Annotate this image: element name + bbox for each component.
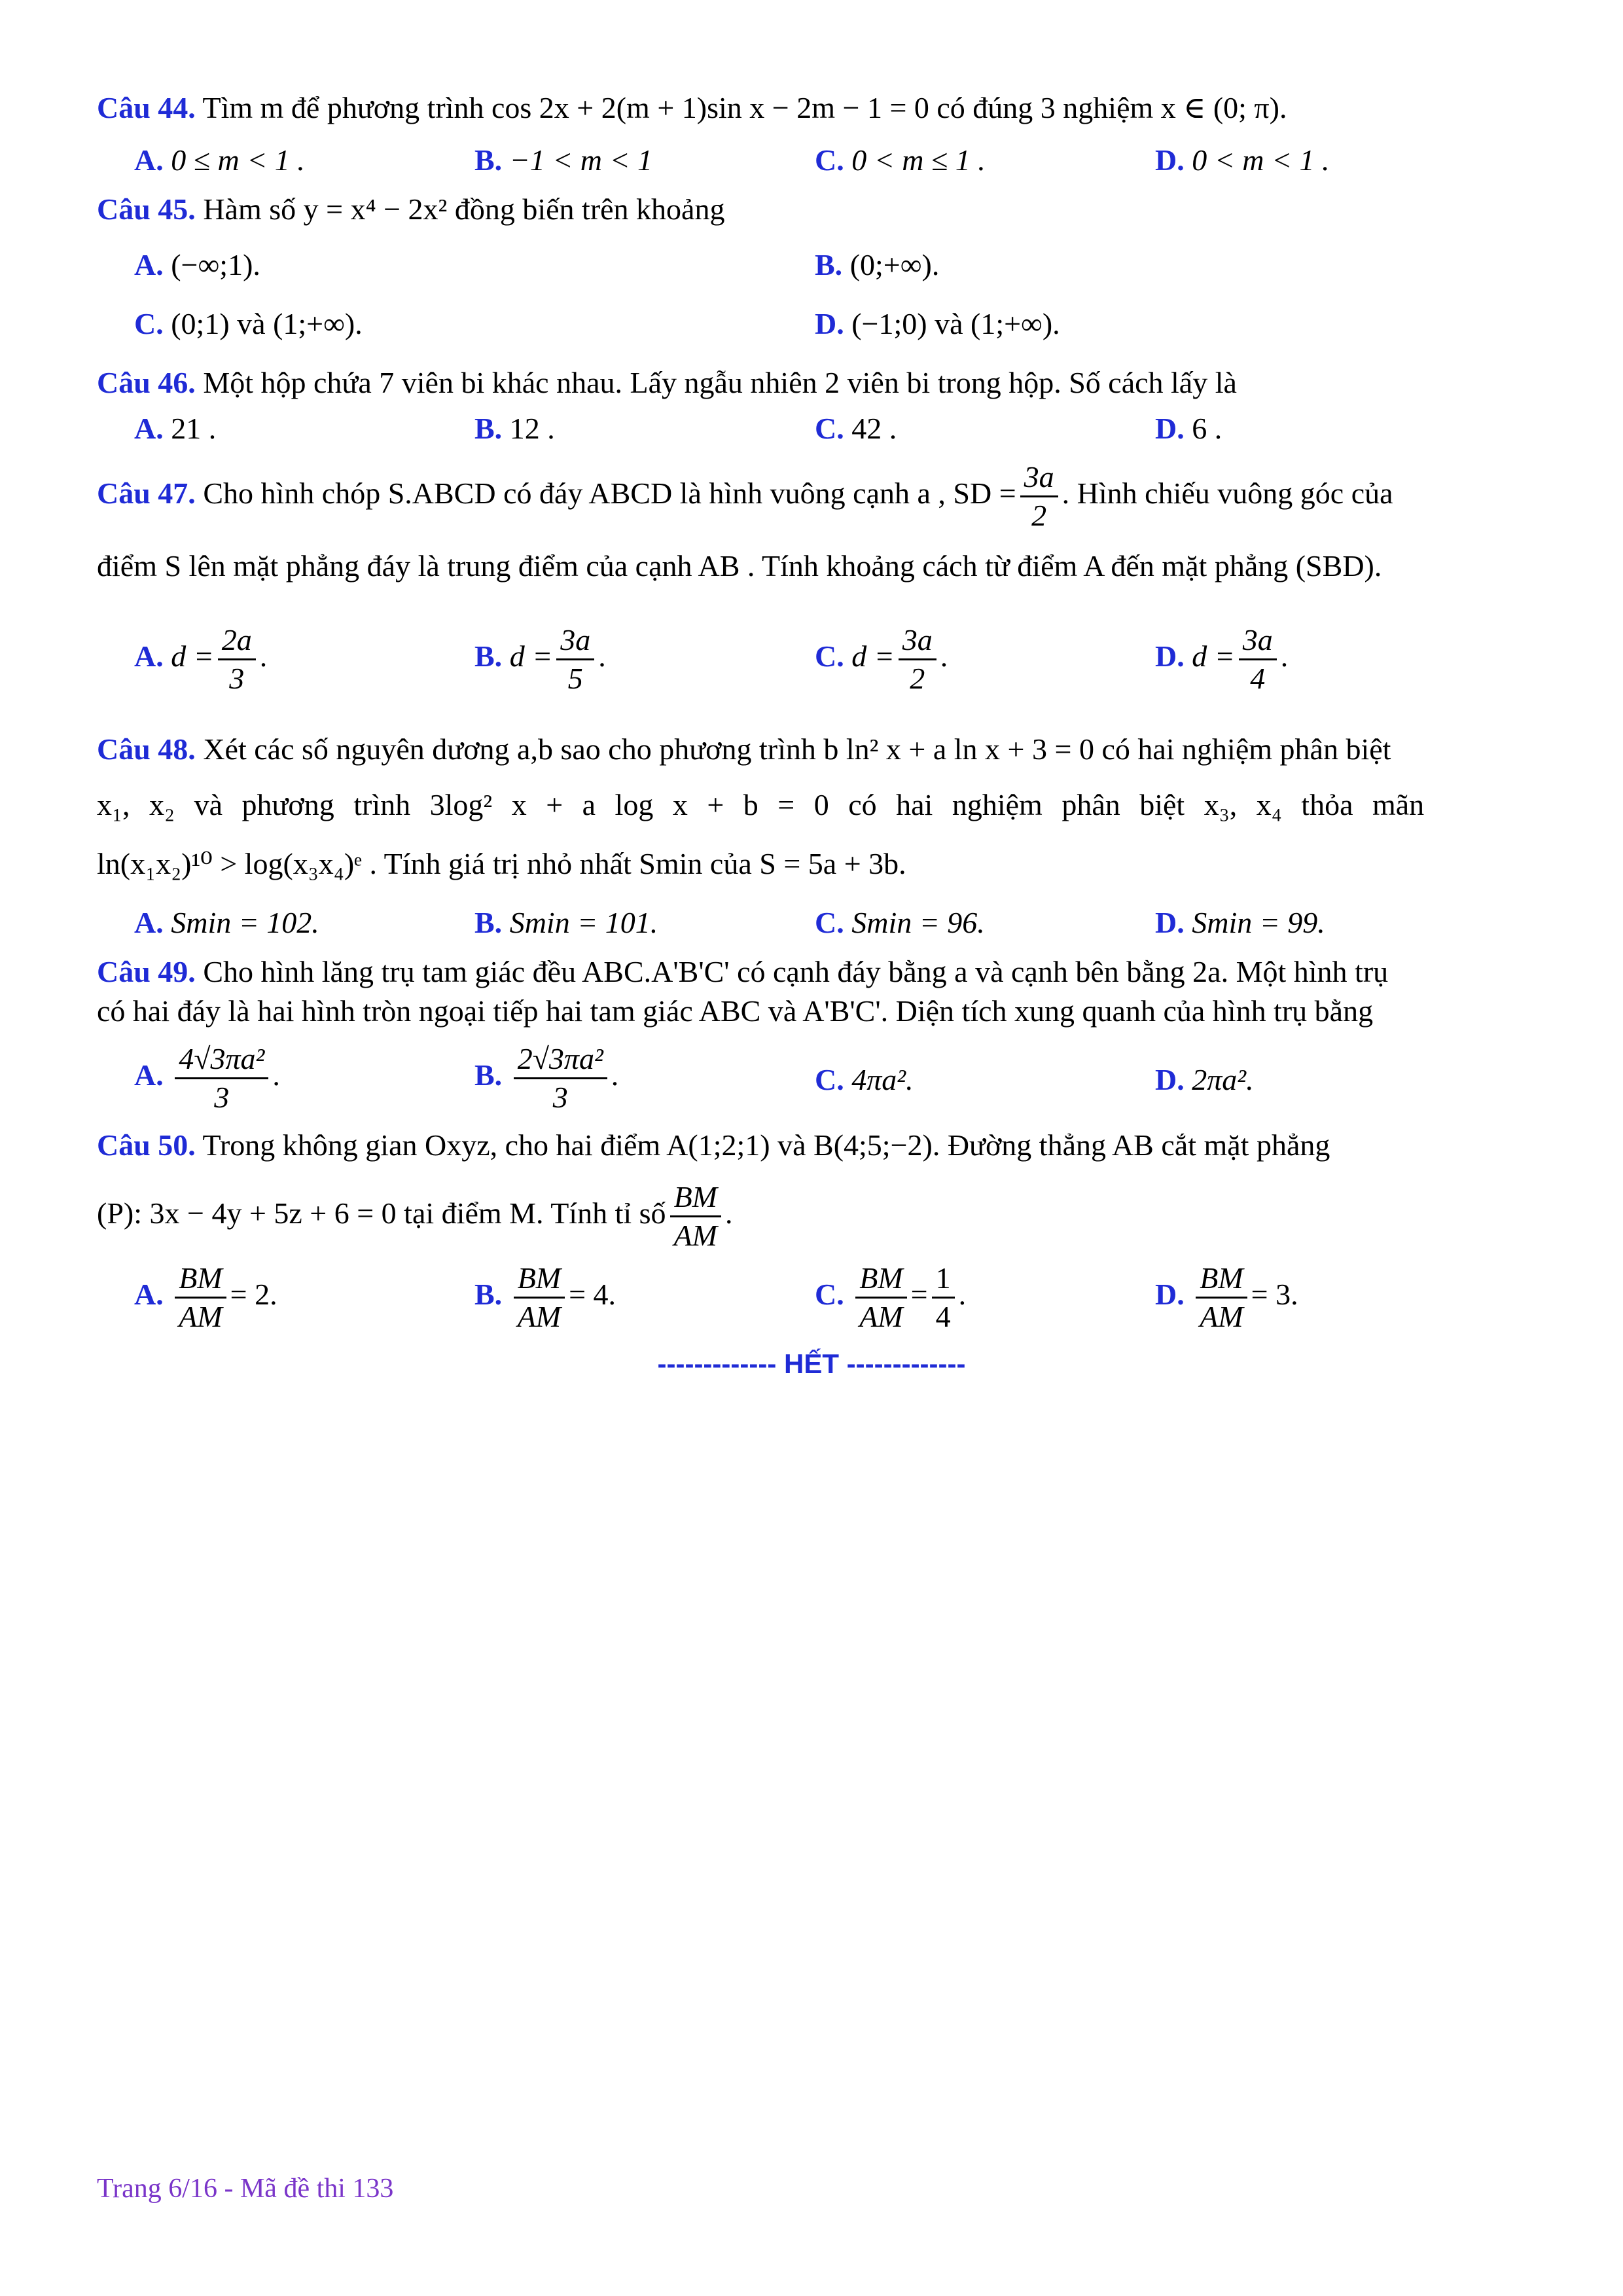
question-stem: Tìm m để phương trình cos 2x + 2(m + 1)sin x − 2m − 1 = 0 có đúng 3 nghiệm x ∈ (0; π).: [202, 91, 1287, 124]
option-d: D. $\frac{BM}{AM}$ = 3.: [1155, 1261, 1298, 1333]
option-b: B. −1 < m < 1: [474, 143, 653, 177]
option-d: D. 0 < m < 1 .: [1155, 143, 1330, 177]
question-label: Câu 44.: [97, 91, 196, 124]
option-d: D. Smin = 99.: [1155, 906, 1325, 939]
question-stem: Hàm số y = x⁴ − 2x² đồng biến trên khoảng: [203, 192, 725, 226]
option-a: A. Smin = 102.: [134, 906, 319, 939]
question-48-line-2: [97, 785, 1526, 825]
option-d: D. 2πa².: [1155, 1063, 1254, 1096]
question-stem: ln(x₁x₂)¹⁰ > log(x₃x₄)ᵉ . Tính giá trị nhỏ nhất Smin của S = 5a + 3b.: [97, 847, 906, 880]
question-stem: Cho hình lăng trụ tam giác đều ABC.A'B'C' có cạnh đáy bằng a và cạnh bên bằng 2a. Một hình trụ: [203, 955, 1389, 988]
option-c: C. $\frac{BM}{AM}$ = $\frac{1}{4}$ .: [815, 1261, 967, 1333]
question-label: Câu 48.: [97, 732, 196, 766]
option-c: C. 42 .: [815, 412, 897, 445]
question-stem: Xét các số nguyên dương a,b sao cho phương trình b ln² x + a ln x + 3 = 0 có hai nghiệm phân biệt: [203, 732, 1391, 766]
option-b: B. Smin = 101.: [474, 906, 658, 939]
option-b: B. $\frac{BM}{AM}$ = 4.: [474, 1261, 616, 1333]
fraction-sd: $\frac{3a}{2}$: [1020, 459, 1058, 534]
question-47-line-2: [97, 547, 1526, 586]
question-47: [97, 455, 1526, 534]
question-label: Câu 45.: [97, 192, 196, 226]
end-marker: ------------- HẾT -------------: [657, 1348, 966, 1379]
option-b: B. (0;+∞).: [815, 248, 940, 281]
option-b: B. d = $\frac{3a}{5}$ .: [474, 623, 606, 695]
fraction-bm-am: $\frac{BM}{AM}$: [670, 1179, 721, 1254]
option-b: B. $\frac{\text{2√3πa²}}{3}$ .: [474, 1042, 619, 1114]
option-c: C. 0 < m ≤ 1 .: [815, 143, 986, 177]
option-a: A. 21 .: [134, 412, 217, 445]
question-label: Câu 50.: [97, 1128, 196, 1162]
question-label: Câu 47.: [97, 476, 196, 510]
question-45: [97, 190, 1526, 229]
question-stem: (P): 3x − 4y + 5z + 6 = 0 tại điểm M. Tính tỉ số: [97, 1196, 666, 1230]
page-footer: Trang 6/16 - Mã đề thi 133: [97, 2174, 394, 2204]
option-b: B. 12 .: [474, 412, 555, 445]
question-49-line-2: [97, 992, 1526, 1031]
question-50-line-2: (P): 3x − 4y + 5z + 6 = 0 tại điểm M. Tính tỉ số $\frac{BM}{AM}$ .: [97, 1175, 1526, 1254]
question-stem-tail: . Hình chiếu vuông góc của: [1061, 476, 1393, 510]
question-48: [97, 730, 1526, 769]
option-a: A. d = $\frac{2a}{3}$ .: [134, 623, 268, 695]
option-d: D. 6 .: [1155, 412, 1222, 445]
question-stem: x₁, x₂ và phương trình 3log² x + a log x + b = 0 có hai nghiệm phân biệt x₃, x₄ thỏa mãn: [97, 788, 1425, 821]
option-c: C. Smin = 96.: [815, 906, 985, 939]
option-c: C. (0;1) và (1;+∞).: [134, 307, 363, 340]
question-44: [97, 88, 1526, 128]
question-49: [97, 952, 1526, 992]
option-a: A. $\frac{BM}{AM}$ = 2.: [134, 1261, 277, 1333]
option-d: D. (−1;0) và (1;+∞).: [815, 307, 1060, 340]
question-label: Câu 46.: [97, 366, 196, 399]
question-stem: có hai đáy là hai hình tròn ngoại tiếp hai tam giác ABC và A'B'C'. Diện tích xung quanh của hình trụ bằng: [97, 994, 1374, 1028]
question-stem: Trong không gian Oxyz, cho hai điểm A(1;2;1) và B(4;5;−2). Đường thẳng AB cắt mặt phẳng: [202, 1128, 1330, 1162]
option-c: C. d = $\frac{3a}{2}$ .: [815, 623, 948, 695]
option-a: A. (−∞;1).: [134, 248, 260, 281]
question-stem: điểm S lên mặt phẳng đáy là trung điểm của cạnh AB . Tính khoảng cách từ điểm A đến mặt phẳng (SBD).: [97, 549, 1382, 583]
option-c: C. 4πa².: [815, 1063, 914, 1096]
question-stem: Một hộp chứa 7 viên bi khác nhau. Lấy ngẫu nhiên 2 viên bi trong hộp. Số cách lấy là: [203, 366, 1237, 399]
option-a: A. 0 ≤ m < 1 .: [134, 143, 305, 177]
option-a: A. $\frac{\text{4√3πa²}}{3}$ .: [134, 1042, 280, 1114]
question-label: Câu 49.: [97, 955, 196, 988]
question-48-line-3: [97, 844, 1526, 884]
question-50: [97, 1126, 1526, 1165]
option-d: D. d = $\frac{3a}{4}$ .: [1155, 623, 1289, 695]
question-46: [97, 363, 1526, 403]
question-stem: Cho hình chóp S.ABCD có đáy ABCD là hình vuông cạnh a , SD =: [203, 476, 1016, 510]
